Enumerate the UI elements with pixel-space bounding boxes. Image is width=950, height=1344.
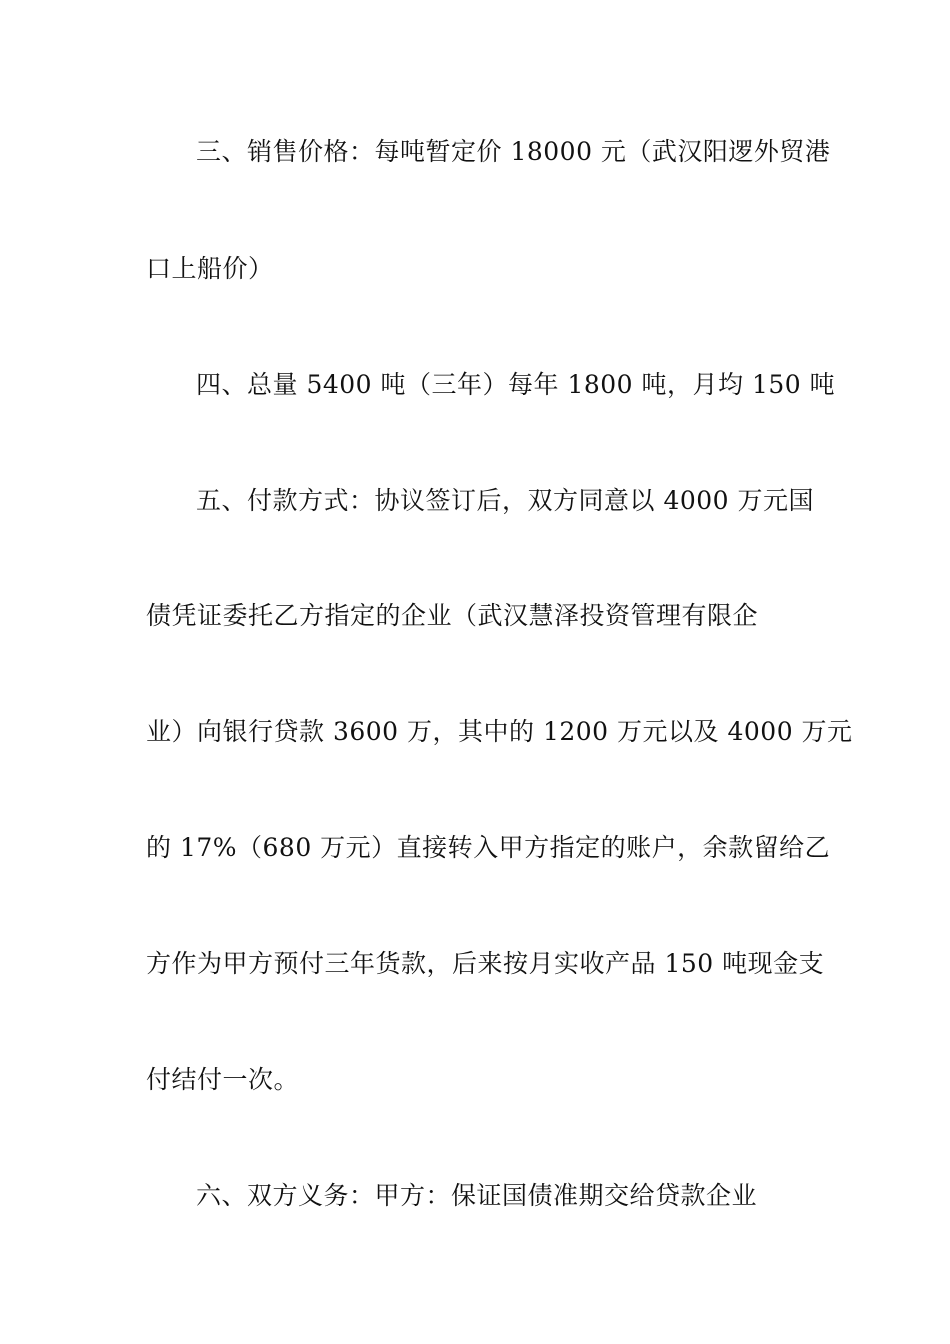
payment-method-line-2: 债凭证委托乙方指定的企业（武汉慧泽投资管理有限企 (146, 601, 759, 630)
payment-method-line: 五、付款方式：协议签订后，双方同意以 4000 万元国 (196, 486, 815, 515)
payment-method-line-5: 方作为甲方预付三年货款，后来按月实收产品 150 吨现金支 (146, 949, 825, 978)
sales-price-line: 三、销售价格：每吨暂定价 18000 元（武汉阳逻外贸港 (196, 137, 831, 166)
sales-price-continuation: 口上船价） (146, 254, 274, 283)
payment-method-line-6: 付结付一次。 (146, 1065, 300, 1094)
payment-method-line-4: 的 17%（680 万元）直接转入甲方指定的账户，余款留给乙 (146, 833, 831, 862)
payment-method-line-3: 业）向银行贷款 3600 万，其中的 1200 万元以及 4000 万元 (146, 717, 853, 746)
obligations-line: 六、双方义务：甲方：保证国债准期交给贷款企业 (196, 1181, 758, 1210)
total-quantity-line: 四、总量 5400 吨（三年）每年 1800 吨，月均 150 吨 (196, 370, 836, 399)
